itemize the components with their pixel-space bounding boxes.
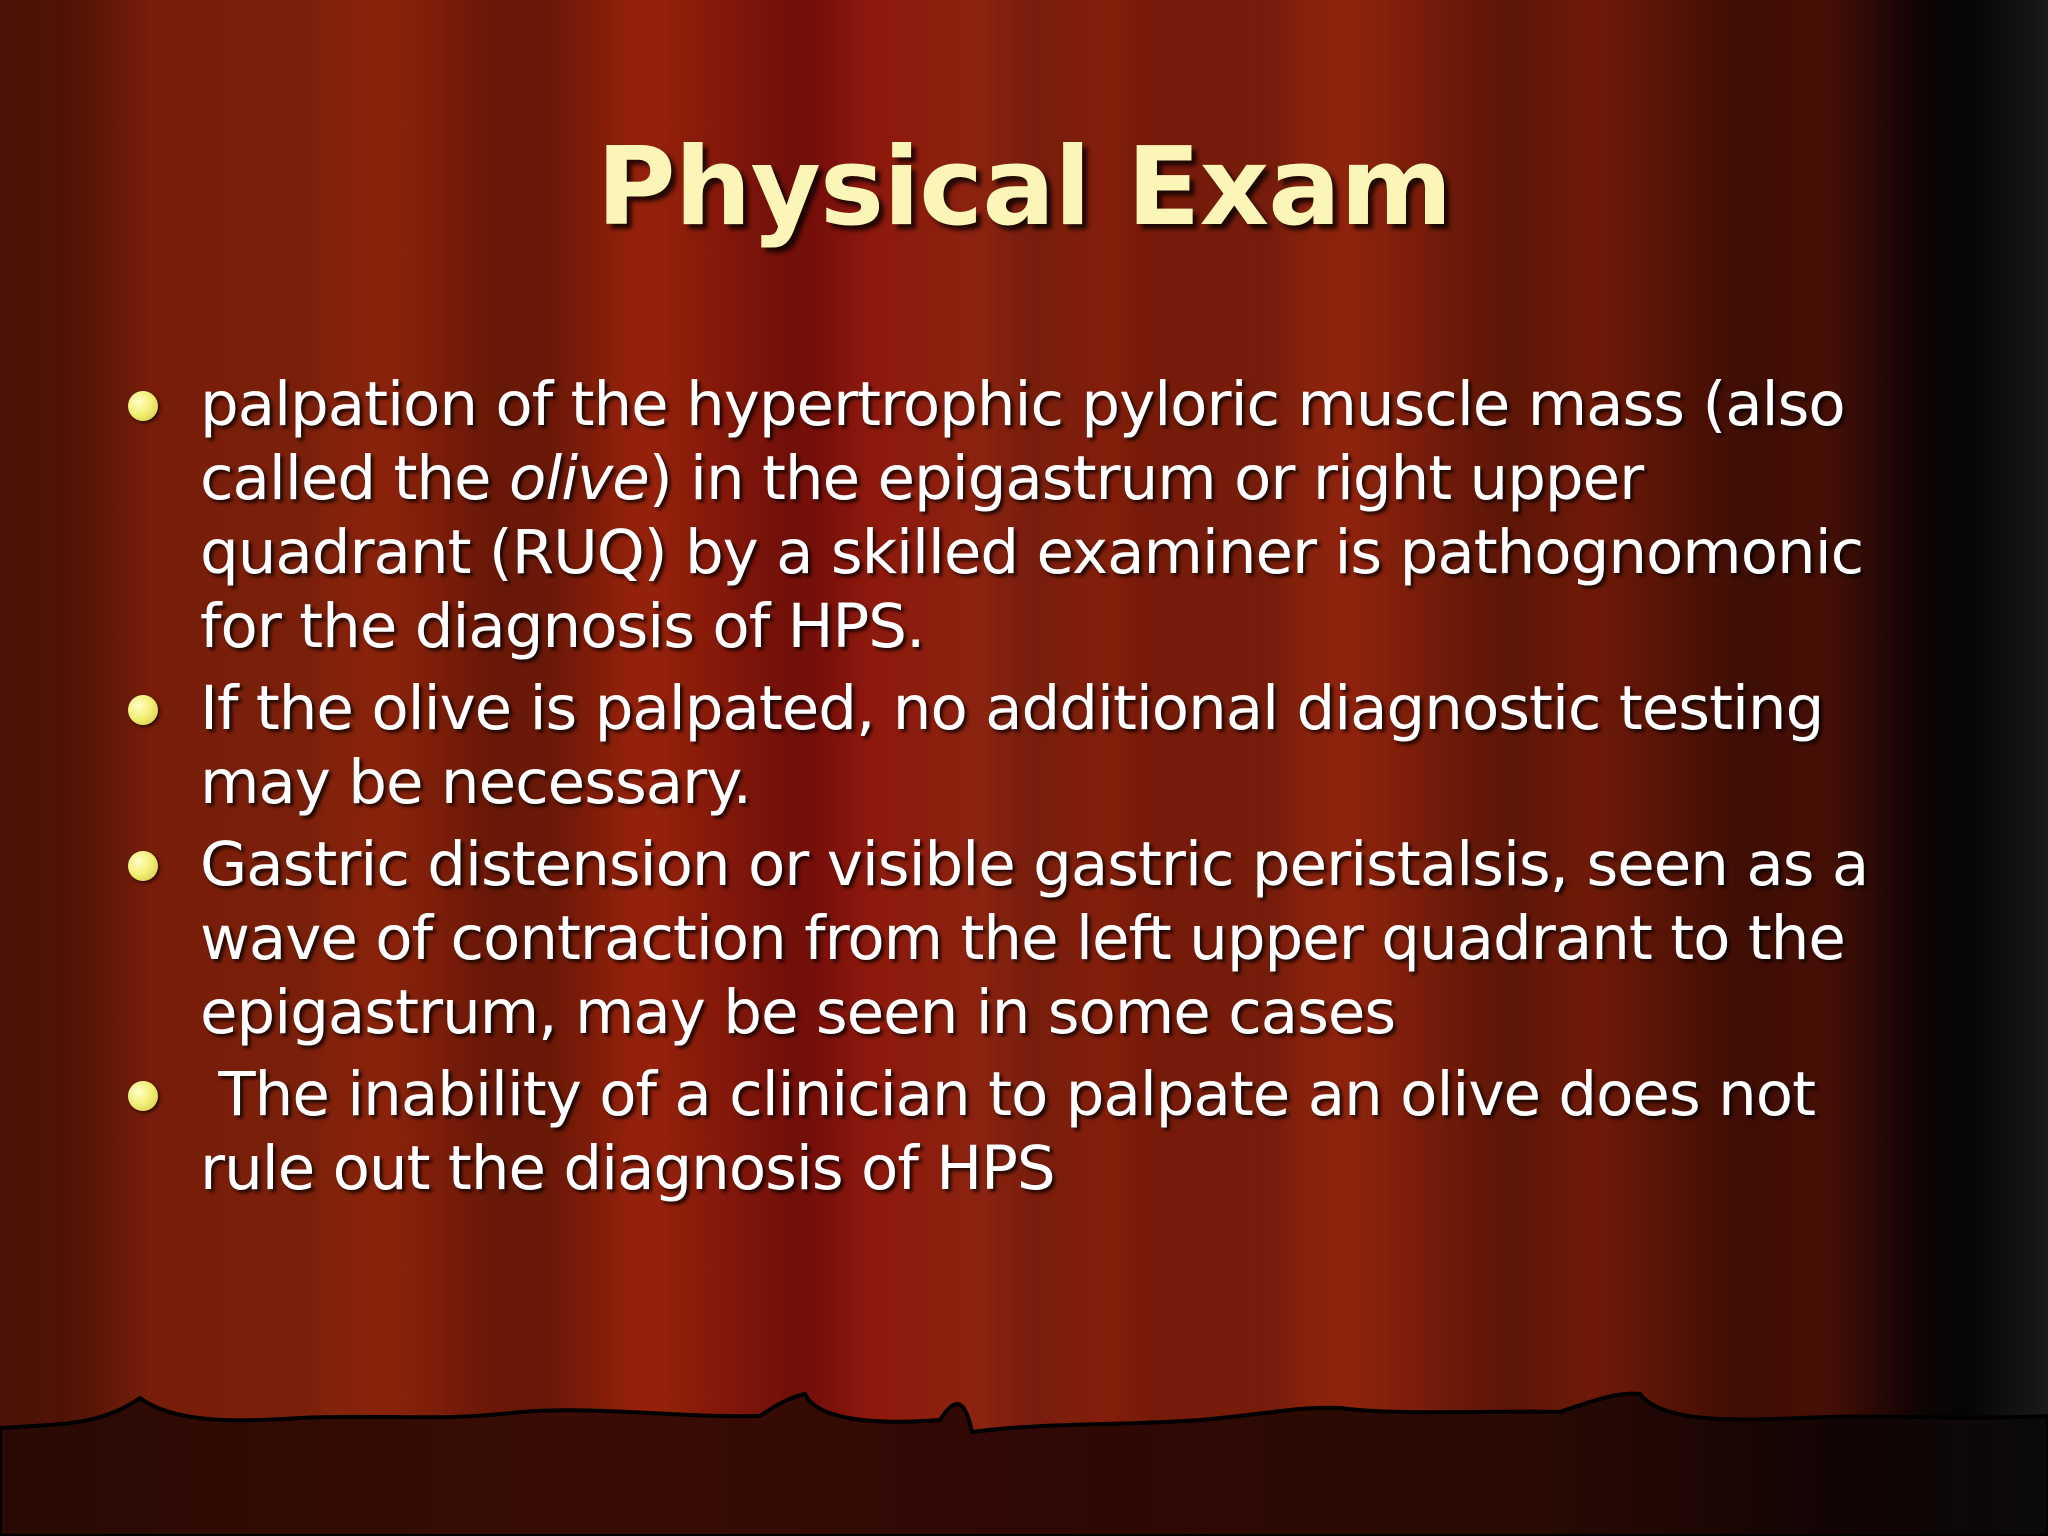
yellow-dot-bullet-icon — [128, 1081, 158, 1111]
slide-title: Physical Exam — [596, 125, 1452, 250]
bullet-1-emphasis: olive — [508, 443, 649, 514]
bullet-list — [120, 368, 1920, 1214]
stage-floor-fringe — [0, 1376, 2048, 1536]
stage-fringe-shape — [0, 1394, 2048, 1536]
bullet-1-text-before: palpation of the hypertrophic pyloric muscle mass (also called the — [200, 369, 1845, 514]
bullet-1-text-after: ) in the epigastrum or right upper quadrant (RUQ) by a skilled examiner is pathognomonic for the diagnosis of HPS. — [200, 443, 1864, 662]
bullet-item-4 — [120, 1058, 1920, 1206]
bullet-item-1 — [120, 368, 1920, 664]
bullet-3-text: Gastric distension or visible gastric peristalsis, seen as a wave of contraction from the left upper quadrant to the epigastrum, may be seen in some cases — [200, 829, 1869, 1048]
yellow-dot-bullet-icon — [128, 695, 158, 725]
bullet-4-text: The inability of a clinician to palpate an olive does not rule out the diagnosis of HPS — [200, 1059, 1834, 1204]
bullet-2-text: If the olive is palpated, no additional diagnostic testing may be necessary. — [200, 673, 1824, 818]
bullet-item-2 — [120, 672, 1920, 820]
yellow-dot-bullet-icon — [128, 851, 158, 881]
bullet-item-3 — [120, 828, 1920, 1050]
yellow-dot-bullet-icon — [128, 391, 158, 421]
